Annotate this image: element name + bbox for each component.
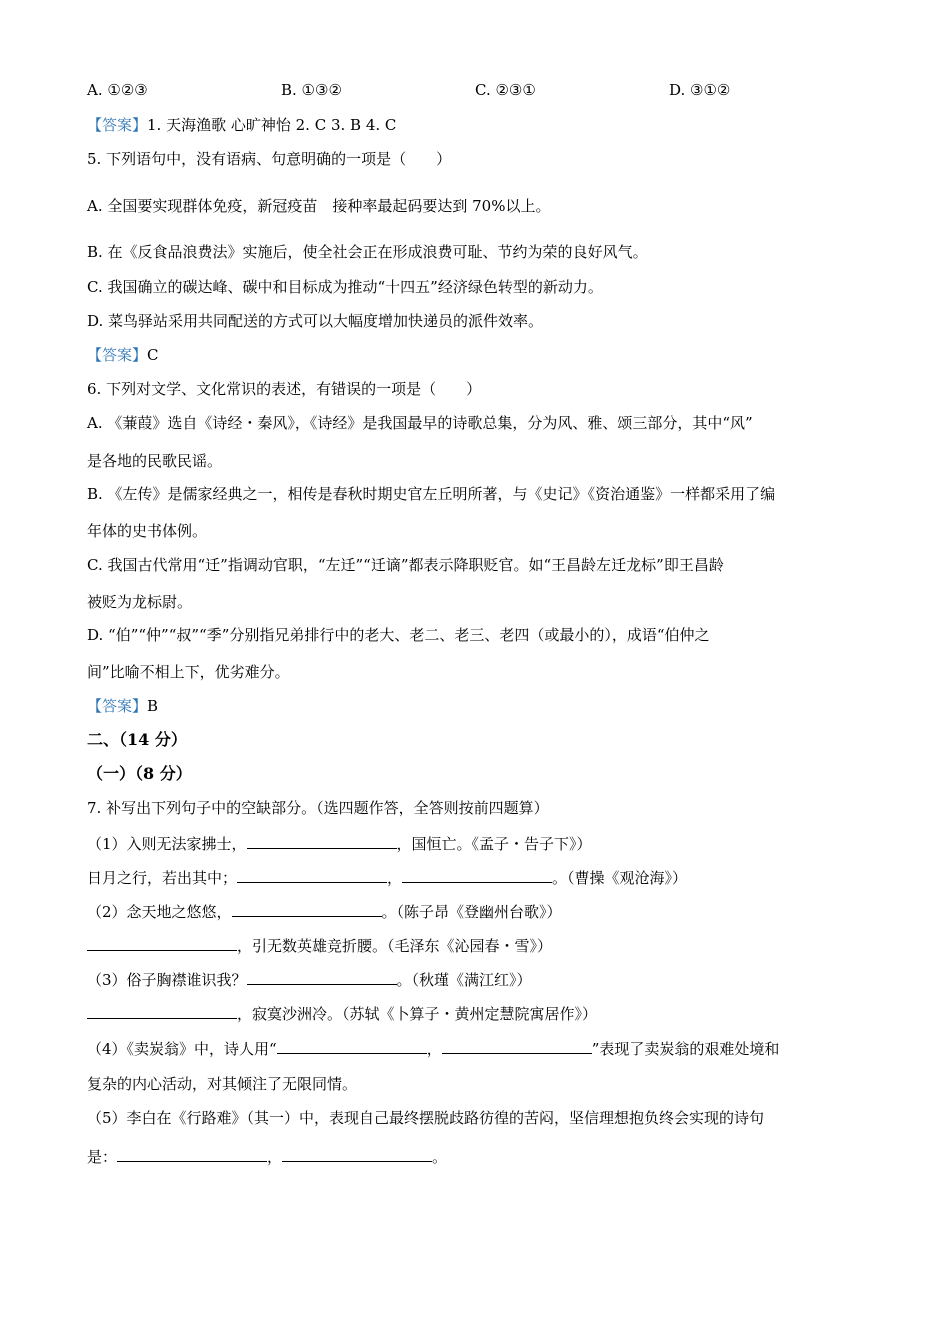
answer-text: B	[147, 697, 159, 715]
answer-tag: 【答案】	[87, 697, 148, 715]
fill-blank[interactable]	[87, 935, 237, 951]
q7-text: ，国恒亡。《孟子・告子下》）	[396, 835, 592, 853]
q4-option-c: C. ②③①	[475, 81, 536, 99]
q6-option-d-line2: 间”比喻不相上下，优劣难分。	[87, 663, 290, 681]
fill-blank[interactable]	[117, 1146, 267, 1162]
q7-text: ”表现了卖炭翁的艰难处境和	[591, 1040, 780, 1058]
fill-blank[interactable]	[232, 901, 382, 917]
q7-item-5b	[87, 1146, 447, 1167]
q6-option-b-line1: B. 《左传》是儒家经典之一，相传是春秋时期史官左丘明所著，与《史记》《资治通鉴》一样都采用了编	[87, 485, 776, 503]
fill-blank[interactable]	[237, 867, 387, 883]
q7-text: （4）《卖炭翁》中，诗人用“	[87, 1040, 277, 1058]
q4-option-b: B. ①③②	[281, 81, 342, 99]
q6-option-d-line1: D. “伯”“仲”“叔”“季”分别指兄弟排行中的老大、老二、老三、老四（或最小的），成语“伯仲之	[87, 626, 710, 644]
q7-item-3	[87, 969, 532, 990]
q7-text: 。（陈子昂《登幽州台歌》）	[381, 903, 562, 921]
section-2-title: 二、（14 分）	[87, 730, 187, 749]
q6-option-a-line1: A. 《蒹葭》选自《诗经・秦风》，《诗经》是我国最早的诗歌总集，分为风、雅、颂三部分，其中“风”	[87, 414, 753, 432]
answer-line-1-4	[87, 115, 396, 135]
q6-option-c-line1: C. 我国古代常用“迁”指调动官职，“左迁”“迁谪”都表示降职贬官。如“王昌龄左迁龙标”即王昌龄	[87, 556, 724, 574]
q7-text: （3）俗子胸襟谁识我？	[87, 971, 247, 989]
q7-item-4	[87, 1038, 779, 1059]
q7-text: ，	[267, 1148, 283, 1166]
q5-answer	[87, 345, 159, 365]
q7-text: 。（曹操《观沧海》）	[552, 869, 688, 887]
q7-stem: 7. 补写出下列句子中的空缺部分。（选四题作答，全答则按前四题算）	[87, 799, 549, 817]
q7-text: ，寂寞沙洲冷。（苏轼《卜算子・黄州定慧院寓居作》）	[237, 1005, 598, 1023]
subsection-1-title: （一）（8 分）	[87, 764, 192, 783]
q7-item-2	[87, 901, 562, 922]
q5-stem: 5. 下列语句中，没有语病、句意明确的一项是（ ）	[87, 150, 452, 168]
fill-blank[interactable]	[277, 1038, 427, 1054]
q7-item-1	[87, 833, 592, 854]
fill-blank[interactable]	[402, 867, 552, 883]
answer-text: C	[147, 346, 159, 364]
q7-text: 。	[432, 1148, 448, 1166]
q6-option-b-line2: 年体的史书体例。	[87, 522, 208, 540]
answer-text: 1. 天海渔歌 心旷神怡 2. C 3. B 4. C	[147, 116, 397, 134]
q4-option-d: D. ③①②	[669, 81, 731, 99]
q6-option-a-line2: 是各地的民歌民谣。	[87, 452, 223, 470]
fill-blank[interactable]	[282, 1146, 432, 1162]
answer-tag: 【答案】	[87, 116, 148, 134]
q7-item-4b: 复杂的内心活动，对其倾注了无限同情。	[87, 1075, 358, 1093]
q7-text: 是：	[87, 1148, 118, 1166]
q7-text: ，	[387, 869, 403, 887]
q7-text: （1）入则无法家拂士，	[87, 835, 247, 853]
q7-item-3b	[87, 1003, 597, 1024]
q5-option-b: B. 在《反食品浪费法》实施后，使全社会正在形成浪费可耻、节约为荣的良好风气。	[87, 243, 648, 261]
q6-stem: 6. 下列对文学、文化常识的表述，有错误的一项是（ ）	[87, 380, 482, 398]
q4-option-a: A. ①②③	[87, 81, 148, 99]
q5-option-d: D. 菜鸟驿站采用共同配送的方式可以大幅度增加快递员的派件效率。	[87, 312, 544, 330]
fill-blank[interactable]	[247, 969, 397, 985]
q7-text: 。（秋瑾《满江红》）	[396, 971, 532, 989]
q7-item-5: （5）李白在《行路难》（其一）中，表现自己最终摆脱歧路彷徨的苦闷，坚信理想抱负终会实现的诗句	[87, 1109, 765, 1127]
q7-text: 日月之行，若出其中；	[87, 869, 238, 887]
q7-text: ，	[426, 1040, 442, 1058]
fill-blank[interactable]	[442, 1038, 592, 1054]
q6-answer	[87, 696, 158, 716]
q7-item-2b	[87, 935, 552, 956]
q7-text: ，引无数英雄竞折腰。（毛泽东《沁园春・雪》）	[237, 937, 553, 955]
q7-text: （2）念天地之悠悠，	[87, 903, 232, 921]
q5-option-c: C. 我国确立的碳达峰、碳中和目标成为推动“十四五”经济绿色转型的新动力。	[87, 278, 603, 296]
q6-option-c-line2: 被贬为龙标尉。	[87, 593, 193, 611]
q7-item-1b	[87, 867, 687, 888]
answer-tag: 【答案】	[87, 346, 148, 364]
q5-option-a: A. 全国要实现群体免疫，新冠疫苗 接种率最起码要达到 70%以上。	[87, 197, 551, 215]
fill-blank[interactable]	[247, 833, 397, 849]
fill-blank[interactable]	[87, 1003, 237, 1019]
